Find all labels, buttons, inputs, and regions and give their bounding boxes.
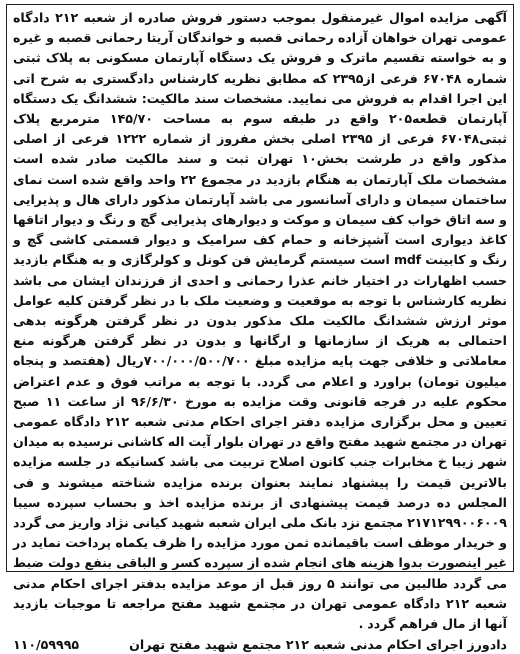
auction-notice [6,4,514,653]
notice-signature: دادورز اجرای احکام مدنی شعبه ۲۱۲ مجتمع شهید مفتح تهران [129,637,507,653]
notice-body-text: آگهی مزایده اموال غیرمنقول بموجب دستور فروش صادره از شعبه ۲۱۲ دادگاه عمومی تهران خواهان آزاده رحمانی قصبه و خواندگان آریتا رحمانی قصبه و غیره و به خواسته تقسیم ماترک و فروش یک دستگاه آپارتمان مسکونی به پلاک ثبتی شماره ۶۷۰۴۸ فرعی از۲۳۹۵ که مطابق نظریه کارشناس دادگستری به شرح اتی این اجرا اقدام به فروش می نمایید. مشخصات سند مالکیت: ششدانگ یک دستگاه آپارتمان قطعه۲۰۵ واقع در طبقه سوم به مساحت ۱۴۵/۷۰ مترمربع پلاک ثبتی۶۷۰۴۸ فرعی از ۲۳۹۵ اصلی بخش مفروز از شماره ۱۲۲۲ فرعی از اصلی مذکور واقع در طرشت بخش۱۰ تهران ثبت و سند مالکیت صادر شده است مشخصات ملک آپارتمان به هنگام بازدید در مجموع ۲۲ واحد واقع شده است نمای ساختمان سیمان و دارای آسانسور می باشد آپارتمان مذکور دارای هال و پذیرایی و سه اتاق خواب کف سیمان و موکت و دیوارهای پذیرایی گچ و رنگ و دیوار اتاقها کاغذ دیواری است آشپزخانه و حمام کف سرامیک و دیوار قسمتی کاشی گچ و رنگ و کابینت mdf است سیستم گرمایش فن کونل و کولرگازی و به هنگام بازدید حسب اظهارات در اختیار خانم عذرا رحمانی و احدی از فرزندان ایشان می باشد نظریه کارشناس با توجه به موقعیت و وضعیت ملک با در نظر گرفتن کلیه عوامل موثر ارزش ششدانگ مالکیت ملک مذکور بدون در نظر گرفتن هرگونه بدهی احتمالی به هریک از سازمانها و ارگانها و بدون در نظر گرفتن هرگونه منع معاملاتی و خلافی جهت پایه مزایده مبلغ ۷۰۰/۰۰۰/۵۰۰/۷۰۰ریال (هفتصد و پنجاه میلیون تومان) براورد و اعلام می گردد. با توجه به مراتب فوق و عدم اعتراض محکوم علیه در فرجه قانونی وقت مزایده به مورخ ۹۶/۶/۳۰ از ساعت ۱۱ صبح تعیین و محل برگزاری مزایده دفتر اجرای احکام مدنی شعبه ۲۱۲ دادگاه عمومی تهران در مجتمع شهید مفتح واقع در تهران بلوار آیت اله کاشانی نرسیده به میدان شهر زیبا خ مخابرات جنب کانون اصلاح تربیت می باشد کسانیکه در جلسه مزایده بالاترین قیمت را پیشنهاد نمایند بعنوان برنده مزایده شناخته میشوند و فی المجلس ده درصد قیمت پیشنهادی از برنده مزایده اخذ و بحساب سپرده سیبا ۲۱۷۱۲۹۹۰۰۶۰۰۹ مجتمع نزد بانک ملی ایران شعبه شهید کیانی نژاد واریز می گردد و خریدار موظف است باقیمانده ثمن مورد مزایده را ظرف یکماه پرداخت نماید در غیر اینصورت بدوا هزینه های انجام شده از سپرده کسر و الباقی بنفع دولت ضبط می گردد طالبین می توانند ۵ روز قبل از موعد مزایده بدفتر اجرای احکام مدنی شعبه ۲۱۲ دادگاه عمومی تهران در مجتمع شهید مفتح مراجعه تا موجبات بازدید آنها از مال فراهم گردد . [13,10,508,632]
notice-footer [13,636,507,654]
notice-code: ۱۱۰/۵۹۹۹۵ [13,637,80,653]
